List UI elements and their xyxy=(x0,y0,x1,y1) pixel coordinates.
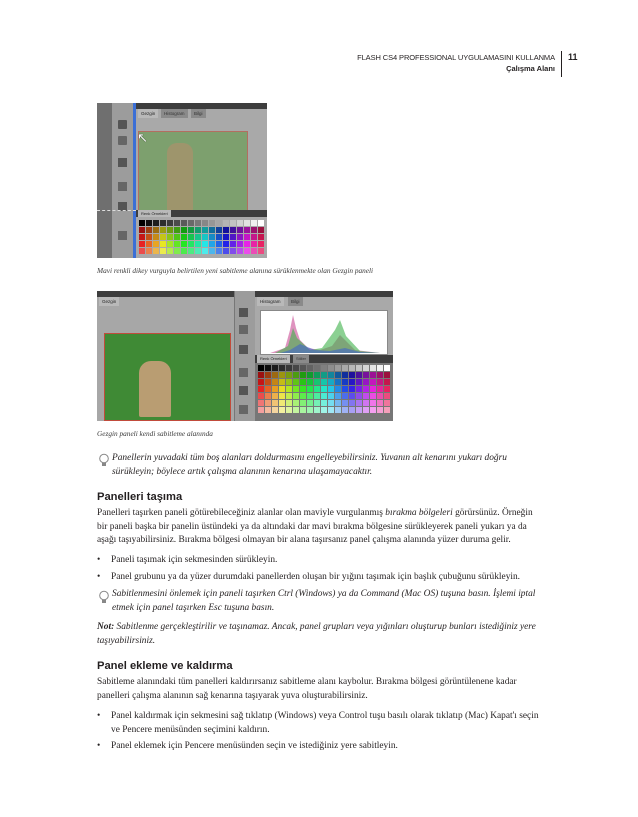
color-swatch[interactable] xyxy=(363,372,369,378)
color-swatch[interactable] xyxy=(356,386,362,392)
color-swatch[interactable] xyxy=(328,393,334,399)
tip-line: etmek için panel taşırken Esc tuşuna basın. xyxy=(112,602,275,613)
color-swatch[interactable] xyxy=(188,241,194,247)
bullet-dot: • xyxy=(97,555,101,565)
color-swatch[interactable] xyxy=(216,241,222,247)
color-swatch[interactable] xyxy=(167,227,173,233)
color-swatch[interactable] xyxy=(167,241,173,247)
section-heading: Panel ekleme ve kaldırma xyxy=(97,660,233,672)
color-swatch[interactable] xyxy=(370,393,376,399)
color-swatch[interactable] xyxy=(314,386,320,392)
color-swatch[interactable] xyxy=(146,234,152,240)
tip-text xyxy=(112,588,562,615)
color-swatch[interactable] xyxy=(195,227,201,233)
note-label: Not: xyxy=(97,622,115,632)
color-swatch[interactable] xyxy=(342,379,348,385)
color-swatch[interactable] xyxy=(349,386,355,392)
color-swatch[interactable] xyxy=(223,248,229,254)
dragged-navigator-preview xyxy=(138,131,248,213)
tip-text xyxy=(112,452,562,479)
tab-gezgin[interactable]: Gezgin xyxy=(138,109,158,118)
color-swatch[interactable] xyxy=(272,407,278,413)
tool-icon[interactable] xyxy=(118,182,127,191)
color-swatch[interactable] xyxy=(174,241,180,247)
color-swatch[interactable] xyxy=(363,393,369,399)
color-swatch[interactable] xyxy=(153,234,159,240)
color-swatch[interactable] xyxy=(167,234,173,240)
color-swatch[interactable] xyxy=(349,379,355,385)
list-item-text xyxy=(111,710,566,737)
tab-gezgin[interactable]: Gezgin xyxy=(99,297,119,306)
color-swatch[interactable] xyxy=(195,241,201,247)
color-swatch[interactable] xyxy=(293,386,299,392)
color-swatch[interactable] xyxy=(265,400,271,406)
color-swatch[interactable] xyxy=(244,241,250,247)
color-swatch[interactable] xyxy=(300,379,306,385)
color-swatch[interactable] xyxy=(160,241,166,247)
color-swatch[interactable] xyxy=(174,248,180,254)
color-swatch[interactable] xyxy=(307,379,313,385)
color-swatch[interactable] xyxy=(321,400,327,406)
color-swatch[interactable] xyxy=(342,400,348,406)
color-swatch[interactable] xyxy=(195,248,201,254)
color-swatch[interactable] xyxy=(244,220,250,226)
lightbulb-icon xyxy=(98,453,110,469)
note-line xyxy=(97,621,563,635)
color-swatch[interactable] xyxy=(321,393,327,399)
color-swatch[interactable] xyxy=(237,234,243,240)
color-swatch[interactable] xyxy=(335,379,341,385)
color-swatch[interactable] xyxy=(139,241,145,247)
color-swatch[interactable] xyxy=(279,365,285,371)
bullet-dot: • xyxy=(97,711,101,721)
color-swatch[interactable] xyxy=(314,372,320,378)
color-swatch[interactable] xyxy=(202,241,208,247)
color-swatch[interactable] xyxy=(286,393,292,399)
section-paragraph xyxy=(97,676,563,703)
color-swatch[interactable] xyxy=(174,220,180,226)
color-swatch[interactable] xyxy=(160,248,166,254)
color-swatch[interactable] xyxy=(251,241,257,247)
color-swatch[interactable] xyxy=(349,407,355,413)
color-swatch[interactable] xyxy=(139,248,145,254)
tab-bilgi[interactable]: Bilgi xyxy=(288,297,303,306)
color-swatch[interactable] xyxy=(146,227,152,233)
color-swatch[interactable] xyxy=(307,407,313,413)
color-swatch[interactable] xyxy=(265,407,271,413)
color-swatch[interactable] xyxy=(216,220,222,226)
color-swatch[interactable] xyxy=(258,248,264,254)
color-swatch[interactable] xyxy=(251,220,257,226)
color-swatch[interactable] xyxy=(265,372,271,378)
color-swatch[interactable] xyxy=(272,365,278,371)
color-swatch[interactable] xyxy=(258,386,264,392)
paragraph-line: panelleri çalışma alanının sağ kenarına taşıyarak yuva oluşturabilirsiniz. xyxy=(97,690,368,701)
color-swatch[interactable] xyxy=(349,400,355,406)
color-swatch[interactable] xyxy=(377,372,383,378)
color-swatch[interactable] xyxy=(216,248,222,254)
color-swatch[interactable] xyxy=(314,379,320,385)
tip-line: Sabitlenmesini önlemek için paneli taşırken Ctrl (Windows) ya da Command (Mac OS) tuşuna basın. İşlemi iptal xyxy=(112,589,536,599)
color-swatch[interactable] xyxy=(384,407,390,413)
color-swatch[interactable] xyxy=(370,400,376,406)
color-swatch[interactable] xyxy=(307,393,313,399)
color-swatch[interactable] xyxy=(286,400,292,406)
color-swatch[interactable] xyxy=(258,372,264,378)
color-swatch[interactable] xyxy=(265,365,271,371)
color-swatch[interactable] xyxy=(384,393,390,399)
color-swatch[interactable] xyxy=(153,248,159,254)
tool-icon[interactable] xyxy=(118,120,127,129)
color-swatch[interactable] xyxy=(181,248,187,254)
color-swatch[interactable] xyxy=(349,372,355,378)
color-swatch[interactable] xyxy=(370,379,376,385)
color-swatch[interactable] xyxy=(209,248,215,254)
color-swatch[interactable] xyxy=(188,234,194,240)
color-swatch[interactable] xyxy=(223,220,229,226)
color-swatch[interactable] xyxy=(237,241,243,247)
color-swatch[interactable] xyxy=(223,241,229,247)
color-swatch[interactable] xyxy=(286,365,292,371)
list-item-text: Panel grubunu ya da yüzer durumdaki panellerden oluşan bir yığını taşımak için başlık çubuğunu sürükleyin. xyxy=(111,572,521,582)
color-swatch[interactable] xyxy=(293,372,299,378)
color-swatch[interactable] xyxy=(209,220,215,226)
color-swatch[interactable] xyxy=(328,386,334,392)
color-swatch[interactable] xyxy=(356,393,362,399)
tool-icon[interactable] xyxy=(239,368,248,377)
color-swatch[interactable] xyxy=(370,386,376,392)
color-swatch[interactable] xyxy=(370,365,376,371)
note xyxy=(97,621,563,648)
tool-icon[interactable] xyxy=(118,158,127,167)
color-swatch[interactable] xyxy=(314,407,320,413)
color-swatch[interactable] xyxy=(272,386,278,392)
color-swatch[interactable] xyxy=(188,220,194,226)
paragraph-line: Sabitleme alanındaki tüm panelleri kaldırırsanız sabitleme alanı kaybolur. Bırakma bölgesi görüntülenene kadar xyxy=(97,677,517,687)
color-swatch[interactable] xyxy=(139,234,145,240)
color-swatch[interactable] xyxy=(384,365,390,371)
color-swatch[interactable] xyxy=(293,407,299,413)
color-swatch[interactable] xyxy=(335,407,341,413)
tool-icon[interactable] xyxy=(239,325,248,334)
running-header xyxy=(357,52,555,74)
tab-histogram[interactable]: Histogram xyxy=(161,109,188,118)
paragraph-line xyxy=(97,507,563,521)
tab-renk-ornekleri[interactable]: Renk Örnekleri xyxy=(257,355,290,363)
dock-guide-line xyxy=(97,210,136,212)
color-swatch[interactable] xyxy=(244,248,250,254)
tool-icon[interactable] xyxy=(239,308,248,317)
color-swatch[interactable] xyxy=(272,393,278,399)
color-swatch[interactable] xyxy=(188,227,194,233)
color-swatch[interactable] xyxy=(349,365,355,371)
color-swatch[interactable] xyxy=(314,365,320,371)
color-swatch[interactable] xyxy=(286,407,292,413)
tab-histogram[interactable]: Histogram xyxy=(257,297,284,306)
color-swatch[interactable] xyxy=(384,372,390,378)
color-swatch[interactable] xyxy=(195,234,201,240)
header-divider xyxy=(561,51,562,77)
figure-2-screenshot xyxy=(97,291,393,421)
color-swatch[interactable] xyxy=(209,241,215,247)
color-swatch[interactable] xyxy=(279,386,285,392)
paragraph-line: bir paneli başka bir panelin üstündeki ya da altındaki dar mavi bırakma bölgesine sürükleyerek paneli yukarı ya da xyxy=(97,521,527,532)
color-swatch[interactable] xyxy=(202,248,208,254)
color-swatch[interactable] xyxy=(300,386,306,392)
color-swatch[interactable] xyxy=(258,393,264,399)
color-swatch[interactable] xyxy=(321,386,327,392)
color-swatch[interactable] xyxy=(160,227,166,233)
book-title: FLASH CS4 PROFESSIONAL UYGULAMASINI KULLANMA xyxy=(357,53,555,62)
color-swatch[interactable] xyxy=(209,234,215,240)
color-swatch[interactable] xyxy=(356,365,362,371)
color-swatch[interactable] xyxy=(363,386,369,392)
color-swatch[interactable] xyxy=(342,365,348,371)
color-swatch[interactable] xyxy=(265,393,271,399)
color-swatch[interactable] xyxy=(251,248,257,254)
color-swatch[interactable] xyxy=(293,400,299,406)
color-swatch[interactable] xyxy=(377,400,383,406)
color-swatch[interactable] xyxy=(258,379,264,385)
lightbulb-icon xyxy=(98,590,110,606)
color-swatch[interactable] xyxy=(328,407,334,413)
color-swatch[interactable] xyxy=(272,400,278,406)
color-swatch[interactable] xyxy=(258,227,264,233)
color-swatch[interactable] xyxy=(321,365,327,371)
color-swatch[interactable] xyxy=(370,407,376,413)
list-item-text: Panel eklemek için Pencere menüsünden seçin ve istediğiniz yere sabitleyin. xyxy=(111,741,398,751)
color-swatch[interactable] xyxy=(139,220,145,226)
color-swatch[interactable] xyxy=(356,400,362,406)
figure-1-caption: Mavi renkli dikey vurguyla belirtilen yeni sabitleme alanına sürüklenmekte olan Gezgin paneli xyxy=(97,266,374,275)
color-swatch[interactable] xyxy=(258,234,264,240)
color-swatch[interactable] xyxy=(223,227,229,233)
paragraph-line: aşağı taşıyabilirsiniz. Bırakma bölgesi olmayan bir alana taşırsanız panel çalışma alanında yüzer duruma gelir. xyxy=(97,535,511,546)
tool-icon[interactable] xyxy=(239,386,248,395)
color-swatch[interactable] xyxy=(258,400,264,406)
color-swatch[interactable] xyxy=(356,372,362,378)
figure-2-caption: Gezgin paneli kendi sabitleme alanında xyxy=(97,429,213,438)
color-swatch[interactable] xyxy=(384,400,390,406)
color-swatch[interactable] xyxy=(328,400,334,406)
color-swatch[interactable] xyxy=(153,220,159,226)
tool-icon[interactable] xyxy=(239,345,248,354)
color-swatch[interactable] xyxy=(181,220,187,226)
color-swatch[interactable] xyxy=(349,393,355,399)
color-swatch[interactable] xyxy=(153,241,159,247)
color-swatch[interactable] xyxy=(314,393,320,399)
text-run: görürsünüz. Örneğin xyxy=(452,508,533,518)
color-swatch[interactable] xyxy=(167,248,173,254)
color-swatch[interactable] xyxy=(328,365,334,371)
color-swatch[interactable] xyxy=(300,372,306,378)
color-swatch[interactable] xyxy=(272,372,278,378)
color-swatch[interactable] xyxy=(202,227,208,233)
color-swatch[interactable] xyxy=(377,407,383,413)
color-swatch[interactable] xyxy=(342,372,348,378)
color-swatch[interactable] xyxy=(356,379,362,385)
color-swatch[interactable] xyxy=(377,379,383,385)
histogram-curves xyxy=(260,310,386,353)
color-swatch[interactable] xyxy=(272,379,278,385)
color-swatch[interactable] xyxy=(335,372,341,378)
color-swatch[interactable] xyxy=(167,220,173,226)
color-swatch[interactable] xyxy=(335,393,341,399)
color-swatch[interactable] xyxy=(363,400,369,406)
section-heading: Panelleri taşıma xyxy=(97,491,183,503)
tool-icon[interactable] xyxy=(118,136,127,145)
figure-1-screenshot xyxy=(97,103,267,258)
color-swatch[interactable] xyxy=(279,379,285,385)
list-item-line: ve Pencere menüsünden seçimini kaldırın. xyxy=(111,724,270,735)
color-swatch[interactable] xyxy=(202,234,208,240)
color-swatch[interactable] xyxy=(279,400,285,406)
list-item-text: Paneli taşımak için sekmesinden sürükleyin. xyxy=(111,555,278,565)
color-swatch-grid[interactable] xyxy=(258,365,391,419)
color-swatch[interactable] xyxy=(293,393,299,399)
note-line: taşıyabilirsiniz. xyxy=(97,635,156,646)
tool-icon[interactable] xyxy=(239,405,248,414)
color-swatch[interactable] xyxy=(230,227,236,233)
color-swatch[interactable] xyxy=(251,227,257,233)
color-swatch[interactable] xyxy=(286,386,292,392)
color-swatch[interactable] xyxy=(202,220,208,226)
color-swatch[interactable] xyxy=(377,386,383,392)
color-swatch[interactable] xyxy=(279,393,285,399)
color-swatch[interactable] xyxy=(335,400,341,406)
color-swatch[interactable] xyxy=(160,220,166,226)
color-swatch[interactable] xyxy=(363,379,369,385)
color-swatch[interactable] xyxy=(342,407,348,413)
color-swatch[interactable] xyxy=(230,241,236,247)
color-swatch[interactable] xyxy=(209,227,215,233)
color-swatch[interactable] xyxy=(307,365,313,371)
tab-renk-ornekleri[interactable]: Renk Örnekleri xyxy=(138,210,171,217)
color-swatch[interactable] xyxy=(370,372,376,378)
figure-silhouette xyxy=(167,143,193,211)
color-swatch[interactable] xyxy=(286,372,292,378)
color-swatch[interactable] xyxy=(335,365,341,371)
color-swatch[interactable] xyxy=(342,393,348,399)
color-swatch[interactable] xyxy=(314,400,320,406)
color-swatch[interactable] xyxy=(244,227,250,233)
color-swatch[interactable] xyxy=(258,365,264,371)
color-swatch[interactable] xyxy=(146,241,152,247)
color-swatch[interactable] xyxy=(377,365,383,371)
color-swatch[interactable] xyxy=(251,234,257,240)
color-swatch[interactable] xyxy=(258,407,264,413)
color-swatch[interactable] xyxy=(181,234,187,240)
color-swatch[interactable] xyxy=(174,227,180,233)
section-title: Çalışma Alanı xyxy=(506,64,555,73)
color-swatch[interactable] xyxy=(328,372,334,378)
text-run: Panelleri taşırken paneli götürebileceğiniz alanlar olan maviyle vurgulanmış xyxy=(97,508,386,518)
color-swatch[interactable] xyxy=(258,220,264,226)
emphasis-term: bırakma bölgeleri xyxy=(385,508,453,518)
list-item-line: Panel kaldırmak için sekmesini sağ tıklatıp (Windows) veya Control tuşu basılı olarak tıklatıp (Mac) Kapat'ı seçin xyxy=(111,711,539,721)
color-swatch[interactable] xyxy=(181,227,187,233)
color-swatch[interactable] xyxy=(139,227,145,233)
color-swatch[interactable] xyxy=(258,241,264,247)
tip-line: sürükleyin; böylece artık çalışma alanının kenarına ulaşamayacaktır. xyxy=(112,466,373,477)
color-swatch[interactable] xyxy=(300,365,306,371)
color-swatch[interactable] xyxy=(286,379,292,385)
section-paragraph xyxy=(97,507,563,548)
tool-icon[interactable] xyxy=(118,231,127,240)
color-swatch[interactable] xyxy=(265,379,271,385)
color-swatch[interactable] xyxy=(279,407,285,413)
color-swatch[interactable] xyxy=(307,400,313,406)
color-swatch[interactable] xyxy=(265,386,271,392)
color-swatch[interactable] xyxy=(300,407,306,413)
color-swatch[interactable] xyxy=(146,248,152,254)
color-swatch[interactable] xyxy=(342,386,348,392)
color-swatch[interactable] xyxy=(188,248,194,254)
color-swatch[interactable] xyxy=(377,393,383,399)
color-swatch[interactable] xyxy=(146,220,152,226)
color-swatch[interactable] xyxy=(384,379,390,385)
color-swatch[interactable] xyxy=(237,220,243,226)
color-swatch[interactable] xyxy=(321,379,327,385)
color-swatch[interactable] xyxy=(335,386,341,392)
color-swatch[interactable] xyxy=(174,234,180,240)
figure-silhouette xyxy=(139,361,171,417)
color-swatch[interactable] xyxy=(363,365,369,371)
color-swatch[interactable] xyxy=(307,372,313,378)
bullet-dot: • xyxy=(97,572,101,582)
tab-bilgi[interactable]: Bilgi xyxy=(191,109,206,118)
color-swatch[interactable] xyxy=(356,407,362,413)
color-swatch[interactable] xyxy=(216,227,222,233)
color-swatch[interactable] xyxy=(230,220,236,226)
tip-line: Panellerin yuvadaki tüm boş alanları doldurmasını engelleyebilirsiniz. Yuvanın alt kenarını yukarı doğru xyxy=(112,453,507,463)
mouse-cursor-icon: ↖ xyxy=(137,131,148,146)
tab-stiller[interactable]: Stiller xyxy=(293,355,309,363)
color-swatch[interactable] xyxy=(223,234,229,240)
text-run: Sabitlenme gerçekleştirilir ve taşınamaz. Ancak, panel grupları veya yığınları oluşturup bunları istediğiniz yere xyxy=(114,622,536,632)
bullet-dot: • xyxy=(97,741,101,751)
color-swatch[interactable] xyxy=(237,227,243,233)
page-number: 11 xyxy=(568,52,578,62)
color-swatch-grid[interactable] xyxy=(139,220,267,258)
color-swatch[interactable] xyxy=(384,386,390,392)
color-swatch[interactable] xyxy=(195,220,201,226)
color-swatch[interactable] xyxy=(244,234,250,240)
color-swatch[interactable] xyxy=(300,393,306,399)
color-swatch[interactable] xyxy=(153,227,159,233)
color-swatch[interactable] xyxy=(230,234,236,240)
color-swatch[interactable] xyxy=(230,248,236,254)
color-swatch[interactable] xyxy=(328,379,334,385)
color-swatch[interactable] xyxy=(300,400,306,406)
color-swatch[interactable] xyxy=(307,386,313,392)
color-swatch[interactable] xyxy=(363,407,369,413)
color-swatch[interactable] xyxy=(293,379,299,385)
color-swatch[interactable] xyxy=(216,234,222,240)
color-swatch[interactable] xyxy=(321,372,327,378)
color-swatch[interactable] xyxy=(293,365,299,371)
color-swatch[interactable] xyxy=(160,234,166,240)
color-swatch[interactable] xyxy=(237,248,243,254)
color-swatch[interactable] xyxy=(321,407,327,413)
color-swatch[interactable] xyxy=(279,372,285,378)
color-swatch[interactable] xyxy=(181,241,187,247)
